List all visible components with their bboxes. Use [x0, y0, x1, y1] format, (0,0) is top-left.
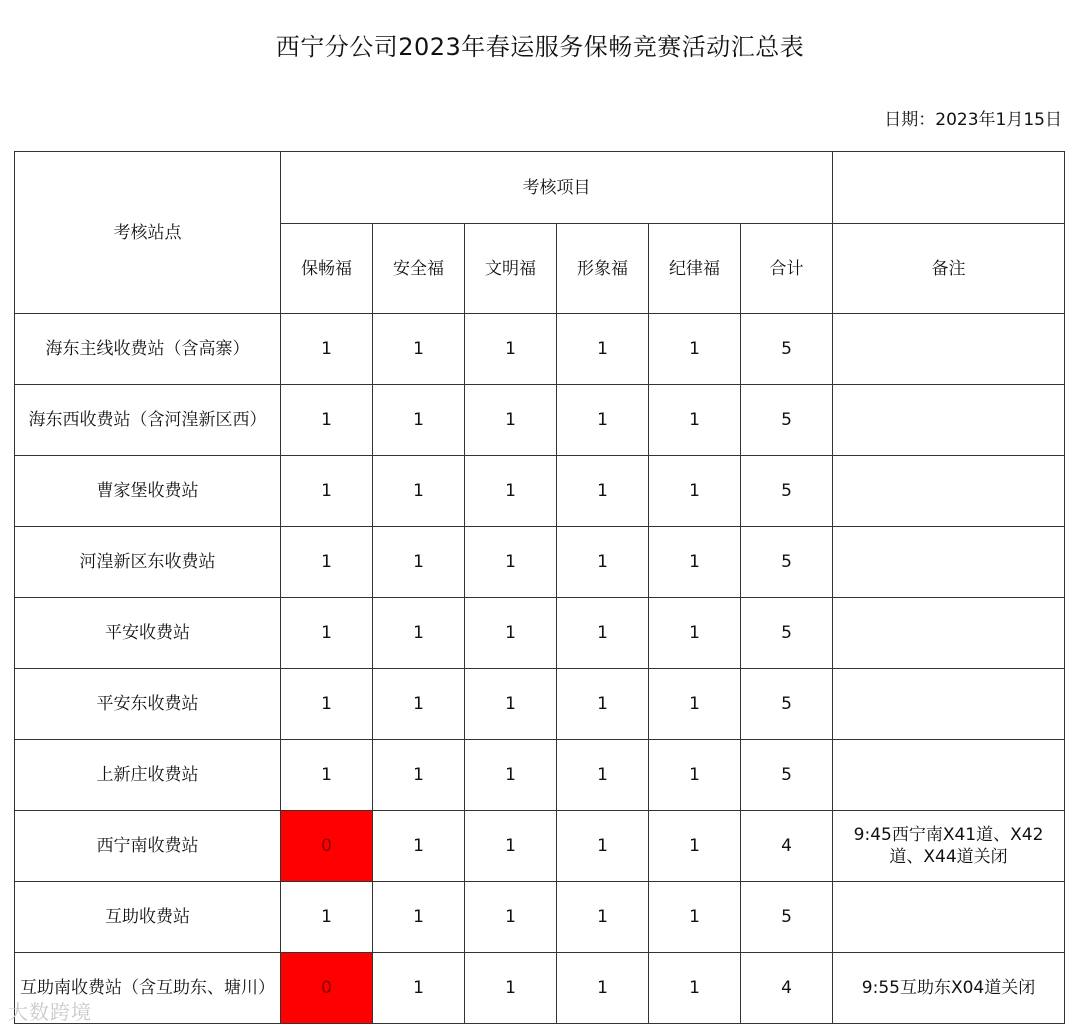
table-row — [15, 598, 1065, 669]
score-cell: 1 — [557, 669, 649, 740]
score-cell: 1 — [373, 456, 465, 527]
score-cell: 1 — [465, 740, 557, 811]
header-row-1 — [15, 152, 1065, 224]
score-cell: 1 — [557, 882, 649, 953]
total-cell: 5 — [741, 456, 833, 527]
table-row — [15, 527, 1065, 598]
watermark: 大数跨境 — [8, 1000, 92, 1024]
station-name-cell: 互助收费站 — [15, 882, 281, 953]
score-cell: 1 — [373, 953, 465, 1024]
score-cell: 1 — [465, 882, 557, 953]
station-name-cell: 海东主线收费站（含高寨） — [15, 314, 281, 385]
column-header: 形象福 — [557, 224, 649, 314]
score-cell: 1 — [649, 456, 741, 527]
score-cell: 1 — [373, 740, 465, 811]
note-cell — [833, 669, 1065, 740]
table-row — [15, 953, 1065, 1024]
score-cell: 1 — [373, 527, 465, 598]
table-row — [15, 314, 1065, 385]
header-blank-cell — [833, 152, 1065, 224]
note-cell — [833, 385, 1065, 456]
note-cell: 9:45西宁南X41道、X42道、X44道关闭 — [833, 811, 1065, 882]
score-cell: 1 — [281, 598, 373, 669]
station-name-cell: 曹家堡收费站 — [15, 456, 281, 527]
score-cell: 1 — [557, 953, 649, 1024]
total-cell: 5 — [741, 740, 833, 811]
score-cell: 1 — [373, 811, 465, 882]
score-cell: 1 — [281, 456, 373, 527]
column-header: 合计 — [741, 224, 833, 314]
score-cell: 1 — [465, 811, 557, 882]
score-cell: 1 — [557, 314, 649, 385]
table-row — [15, 811, 1065, 882]
note-cell — [833, 598, 1065, 669]
score-cell: 1 — [557, 740, 649, 811]
score-cell: 1 — [649, 598, 741, 669]
score-cell: 1 — [373, 669, 465, 740]
total-cell: 5 — [741, 385, 833, 456]
score-cell: 1 — [373, 385, 465, 456]
score-cell: 1 — [649, 385, 741, 456]
total-cell: 5 — [741, 314, 833, 385]
score-cell: 1 — [373, 598, 465, 669]
station-header: 考核站点 — [15, 152, 281, 314]
column-header: 纪律福 — [649, 224, 741, 314]
station-name-cell: 平安东收费站 — [15, 669, 281, 740]
score-cell: 1 — [557, 527, 649, 598]
score-cell: 1 — [373, 882, 465, 953]
station-name-cell: 海东西收费站（含河湟新区西） — [15, 385, 281, 456]
table-row — [15, 740, 1065, 811]
score-cell: 1 — [649, 811, 741, 882]
score-cell: 1 — [465, 527, 557, 598]
note-header: 备注 — [833, 224, 1065, 314]
document-title: 西宁分公司2023年春运服务保畅竞赛活动汇总表 — [275, 33, 805, 61]
score-cell: 1 — [557, 598, 649, 669]
column-header: 安全福 — [373, 224, 465, 314]
score-cell: 1 — [557, 456, 649, 527]
score-cell: 1 — [649, 740, 741, 811]
score-cell: 0 — [281, 811, 373, 882]
score-cell: 1 — [281, 385, 373, 456]
table-row — [15, 456, 1065, 527]
score-cell: 1 — [281, 669, 373, 740]
station-name-cell: 上新庄收费站 — [15, 740, 281, 811]
total-cell: 5 — [741, 882, 833, 953]
note-cell — [833, 527, 1065, 598]
table-row — [15, 385, 1065, 456]
score-cell: 1 — [557, 811, 649, 882]
note-cell — [833, 740, 1065, 811]
note-cell — [833, 314, 1065, 385]
score-cell: 1 — [281, 882, 373, 953]
note-cell: 9:55互助东X04道关闭 — [833, 953, 1065, 1024]
column-header: 文明福 — [465, 224, 557, 314]
document-date: 日期：2023年1月15日 — [884, 110, 1062, 130]
total-cell: 5 — [741, 527, 833, 598]
summary-table — [14, 151, 1065, 1024]
note-cell — [833, 456, 1065, 527]
station-name-cell: 西宁南收费站 — [15, 811, 281, 882]
score-cell: 1 — [465, 669, 557, 740]
score-cell: 1 — [465, 385, 557, 456]
table-row — [15, 669, 1065, 740]
score-cell: 0 — [281, 953, 373, 1024]
station-name-cell: 平安收费站 — [15, 598, 281, 669]
total-cell: 4 — [741, 953, 833, 1024]
score-cell: 1 — [649, 669, 741, 740]
score-cell: 1 — [649, 314, 741, 385]
group-header: 考核项目 — [281, 152, 833, 224]
table-row — [15, 882, 1065, 953]
score-cell: 1 — [465, 314, 557, 385]
score-cell: 1 — [465, 598, 557, 669]
score-cell: 1 — [465, 456, 557, 527]
score-cell: 1 — [649, 953, 741, 1024]
score-cell: 1 — [649, 527, 741, 598]
total-cell: 5 — [741, 669, 833, 740]
station-name-cell: 互助南收费站（含互助东、塘川） — [15, 953, 281, 1024]
note-cell — [833, 882, 1065, 953]
score-cell: 1 — [373, 314, 465, 385]
score-cell: 1 — [649, 882, 741, 953]
score-cell: 1 — [281, 740, 373, 811]
station-name-cell: 河湟新区东收费站 — [15, 527, 281, 598]
score-cell: 1 — [281, 314, 373, 385]
score-cell: 1 — [465, 953, 557, 1024]
score-cell: 1 — [281, 527, 373, 598]
total-cell: 4 — [741, 811, 833, 882]
score-cell: 1 — [557, 385, 649, 456]
total-cell: 5 — [741, 598, 833, 669]
column-header: 保畅福 — [281, 224, 373, 314]
